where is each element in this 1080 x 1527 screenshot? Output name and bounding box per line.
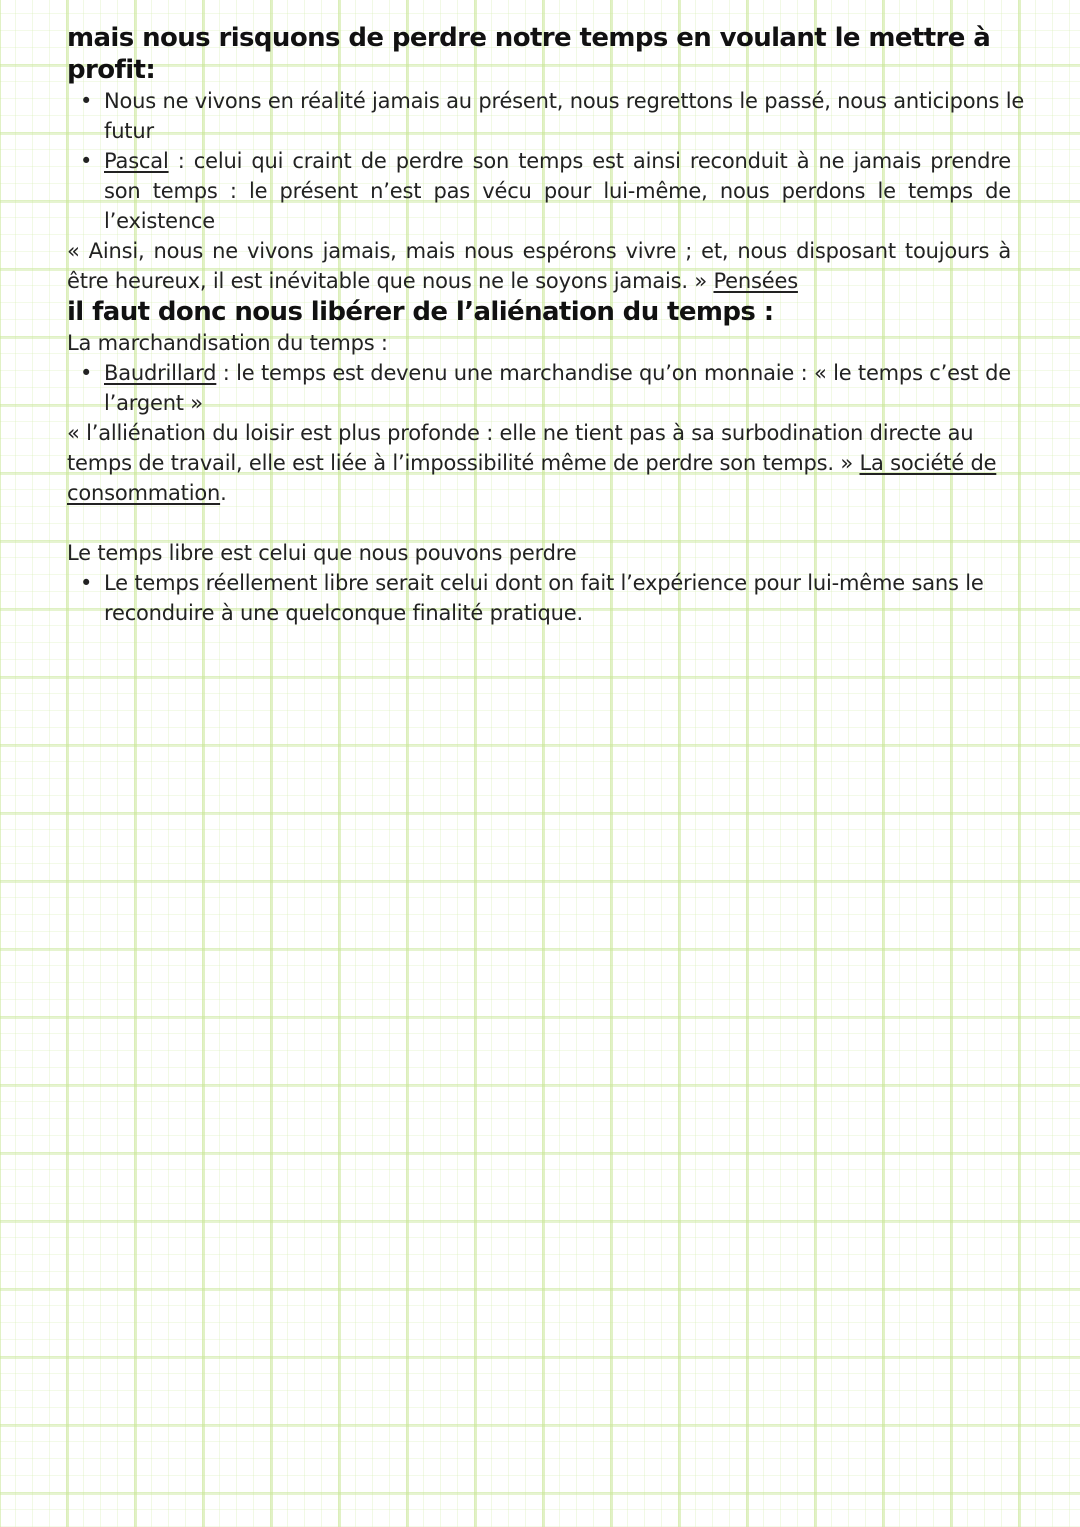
quote-source: La société de consommation: [67, 451, 997, 505]
quote-source: Pensées: [713, 269, 798, 293]
baudrillard-quote: [67, 418, 1037, 508]
blank-line: [67, 508, 1037, 538]
bullet-list-marchandisation: [67, 358, 1037, 418]
section-heading-alienation: il faut donc nous libérer de l’aliénation du temps :: [67, 297, 774, 327]
bullet-item-baudrillard: [80, 358, 1037, 418]
bullet-item-present: [80, 86, 1037, 146]
bullet-text: : celui qui craint de perdre son temps est ainsi reconduit à ne jamais prendre son temps : le présent n’est pas vécu pour lui-même, nous perdons le temps de l’existence: [104, 149, 1011, 233]
notes-content: [67, 22, 1037, 628]
bullet-icon: •: [80, 361, 93, 385]
bullet-icon: •: [80, 89, 93, 113]
temps-libre-intro: Le temps libre est celui que nous pouvons perdre: [67, 541, 577, 565]
bullet-item-temps-libre: [80, 568, 1037, 628]
quote-text: « l’alliénation du loisir est plus profonde : elle ne tient pas à sa surbodination directe au temps de travail, elle est liée à l’impossibilité même de perdre son temps. »: [67, 421, 974, 475]
bullet-icon: •: [80, 149, 93, 173]
bullet-item-pascal: [80, 146, 1037, 236]
pascal-quote: [67, 236, 1037, 296]
marchandisation-intro: La marchandisation du temps :: [67, 331, 388, 355]
bullet-text: : le temps est devenu une marchandise qu’on monnaie : « le temps c’est de l’argent »: [104, 361, 1011, 415]
bullet-text: Le temps réellement libre serait celui dont on fait l’expérience pour lui-même sans le reconduire à une quelconque finalité pratique.: [104, 571, 984, 625]
quote-text: « Ainsi, nous ne vivons jamais, mais nous espérons vivre ; et, nous disposant toujours à être heureux, il est inévitable que nous ne le soyons jamais. »: [67, 239, 1011, 293]
bullet-list-temps-libre: [67, 568, 1037, 628]
author-baudrillard: Baudrillard: [104, 361, 217, 385]
bullet-list-risk: [67, 86, 1037, 236]
bullet-text: Nous ne vivons en réalité jamais au présent, nous regrettons le passé, nous anticipons le futur: [104, 89, 1025, 143]
author-pascal: Pascal: [104, 149, 169, 173]
quote-end: .: [220, 481, 227, 505]
section-heading-risk: mais nous risquons de perdre notre temps en voulant le mettre à profit:: [67, 23, 991, 85]
bullet-icon: •: [80, 571, 93, 595]
